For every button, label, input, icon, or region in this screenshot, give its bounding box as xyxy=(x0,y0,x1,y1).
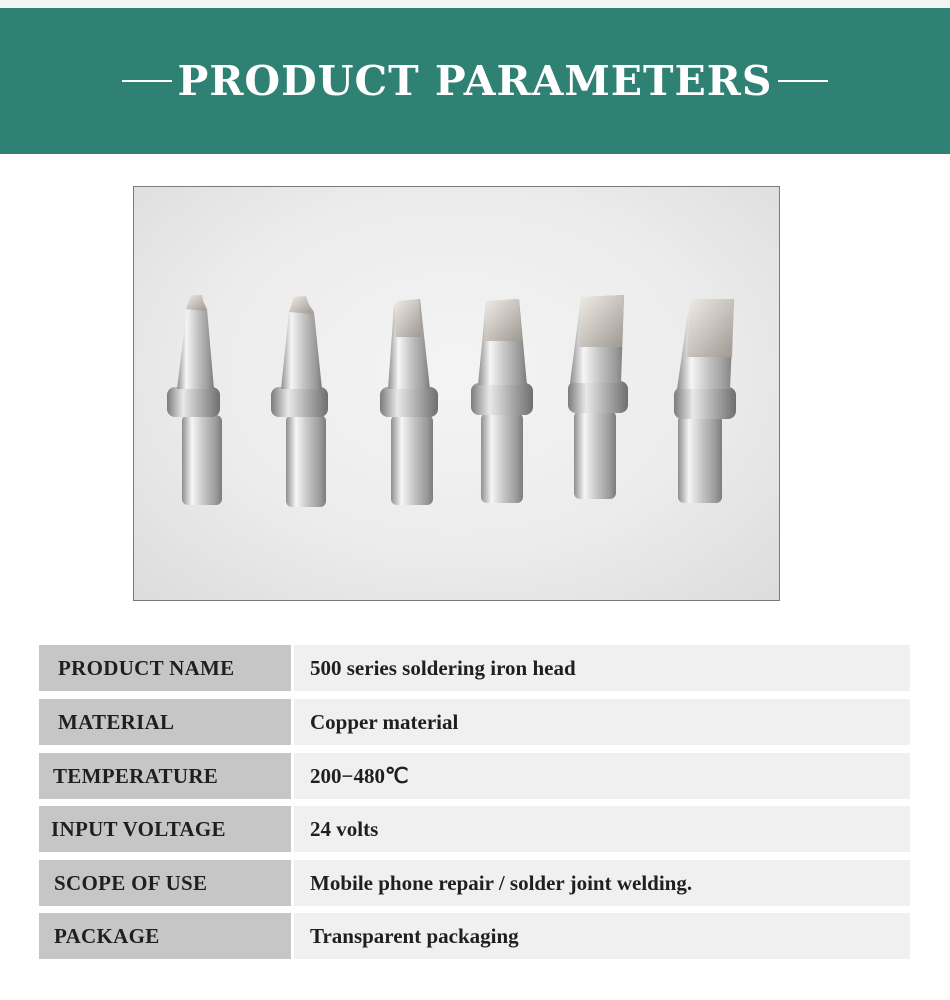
row-value: Copper material xyxy=(294,699,910,745)
product-photo xyxy=(133,186,780,601)
tip-2 xyxy=(271,296,328,507)
row-label: MATERIAL xyxy=(39,699,291,745)
tip-4 xyxy=(471,299,533,503)
tip-1 xyxy=(167,295,222,505)
top-strip xyxy=(0,0,950,8)
tip-6 xyxy=(674,299,736,503)
row-label: PACKAGE xyxy=(39,913,291,959)
row-label: PRODUCT NAME xyxy=(39,645,291,691)
row-value: Transparent packaging xyxy=(294,913,910,959)
table-row xyxy=(39,860,910,906)
row-value: 500 series soldering iron head xyxy=(294,645,910,691)
table-row xyxy=(39,645,910,691)
table-row xyxy=(39,913,910,959)
row-label: SCOPE OF USE xyxy=(39,860,291,906)
header-banner xyxy=(0,8,950,154)
row-label: TEMPERATURE xyxy=(39,753,291,799)
tip-5 xyxy=(568,295,628,499)
page-title-text: PRODUCT PARAMETERS xyxy=(177,57,773,105)
tip-3 xyxy=(380,299,438,505)
row-value: 200−480℃ xyxy=(294,753,910,799)
table-row xyxy=(39,806,910,852)
page-title xyxy=(116,57,835,105)
table-row xyxy=(39,699,910,745)
title-right-rule xyxy=(778,80,828,82)
title-left-rule xyxy=(122,80,172,82)
row-value: 24 volts xyxy=(294,806,910,852)
row-label: INPUT VOLTAGE xyxy=(39,806,291,852)
row-value: Mobile phone repair / solder joint welding. xyxy=(294,860,910,906)
table-row xyxy=(39,753,910,799)
